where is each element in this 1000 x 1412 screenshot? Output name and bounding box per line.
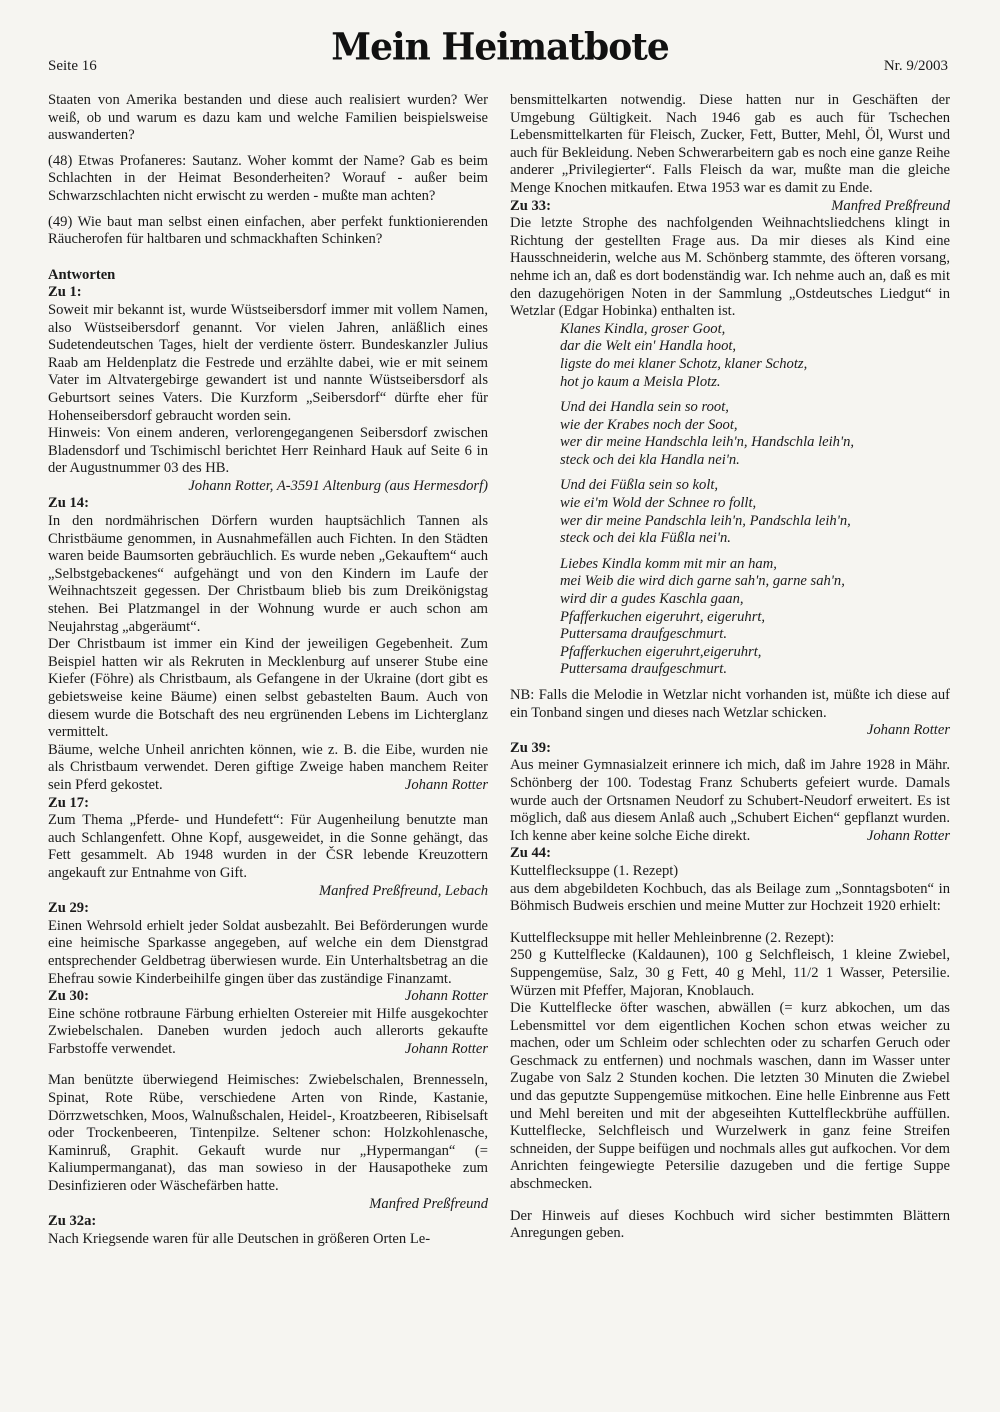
answer-30-text-body: Eine schöne rotbraune Färbung erhielten Ostereier mit Hilfe ausgekochter Zwiebelschalen. Daneben wurden jedoch auch allerorts gekaufte Farbstoffe verwendet. (48, 1005, 488, 1057)
answer-17-text: Zum Thema „Pferde- und Hundefett“: Für Augenheilung benutzte man auch Schlangenfett. Ohne Kopf, ausgeweidet, in die Sonne gehängt, das Fett gesammelt. Ab 1948 wurden in der ČSR lebende Kreuzottern angekauft zur Entnahme von Gift. (48, 812, 488, 881)
answer-32a-text: Nach Kriegsende waren für alle Deutschen in größeren Orten Le- (48, 1230, 431, 1247)
answer-30-signature: Johann Rotter (404, 1040, 488, 1057)
answer-30-signature-2: Manfred Preßfreund (369, 1195, 488, 1212)
poem-line: mei Weib die wird dich garne sah'n, garne sah'n, (560, 573, 845, 590)
poem-line: Puttersama draufgeschmurt. (560, 626, 728, 643)
poem-line: wer dir meine Handschla leih'n, Handschla leih'n, (560, 434, 855, 451)
poem-line: Und dei Handla sein so root, (560, 399, 729, 416)
poem-line: steck och dei kla Handla nei'n. (560, 451, 740, 468)
answer-1-text: Soweit mir bekannt ist, wurde Wüstseibersdorf immer mit vollem Namen, also Wüstseibersdorf genannt. Vor vielen Jahren, anläßlich eines Sudetendeutschen Tages, hielt der verdiente österr. Bundeskanzler Julius Raab am Heldenplatz die Festrede und erzählte dabei, wie er mit seinem Vater im Altvatergebirge gewandert ist und nannte Wüstseibersdorf als Geburtsort seines Vaters. Die Kurzform „Seibersdorf“ dürfte eher für Hohenseibersdorf gebraucht worden sein. (48, 301, 488, 424)
poem-line: ligste do mei klaner Schotz, klaner Schotz, (560, 355, 808, 372)
poem-line: wer dir meine Pandschla leih'n, Pandschla leih'n, (560, 512, 851, 529)
answer-29-heading: Zu 29: (48, 900, 89, 917)
left-column (48, 92, 488, 1248)
answer-17-heading: Zu 17: (48, 794, 89, 811)
answer-14-text-3 (48, 742, 488, 795)
answer-33-note: NB: Falls die Melodie in Wetzlar nicht vorhanden ist, müßte ich diese auf ein Tonband singen und dieses nach Wetzlar schicken. (510, 687, 950, 721)
answer-33-heading: Zu 33: (510, 197, 551, 214)
poem-stanza-4 (560, 556, 950, 679)
answer-14-text: In den nordmährischen Dörfern wurden hauptsächlich Tannen als Christbäume genommen, in Ausnahmefällen auch Fichten. In den Städten waren beide Baumsorten gebräuchlich. Es wurde neben „Gekauftem“ auch „Selbstgebackenes“ aufgehängt und von den Kindern im Laufe der Weihnachtszeit gegessen. Der Christbaum blieb bis zum Dreikönigstag stehen. Bei Platzmangel in der Wohnung wurde er auch schon am Neujahrstag „abgeräumt“. (48, 513, 488, 635)
answer-14-text-2: Der Christbaum ist immer ein Kind der jeweiligen Gegebenheit. Zum Beispiel hatten wir als Rekruten in Mecklenburg auf unserer Stube eine Kiefer (Föhre) als Christbaum, als Gefangene in der Ukraine (dort gibt es gebietsweise keine Bäume) einen selbst gebastelten Baum. Auch von diesem wurde die Botschaft des neu ergrünenden Lebens im Lichterglanz vermittelt. (48, 636, 488, 741)
poem-line: wie ei'm Wold der Schnee ro follt, (560, 495, 757, 512)
answer-39-text (510, 757, 950, 845)
question-49: (49) Wie baut man selbst einen einfachen, aber perfekt funktionierenden Räucherofen für haltbaren und schmackhaften Schinken? (48, 213, 488, 248)
christmas-song-poem (560, 321, 950, 679)
poem-stanza-3 (560, 477, 950, 547)
question-48: (48) Etwas Profaneres: Sautanz. Woher kommt der Name? Gab es beim Schlachten in der Heimat Besonderheiten? Worauf - außer beim Schwarzschlachten nicht erwischt zu werden - mußte man achten? (48, 152, 488, 204)
poem-stanza-2 (560, 399, 950, 469)
answer-32a-signature: Manfred Preßfreund (831, 197, 950, 214)
answer-44-instructions: Die Kuttelflecke öfter waschen, abwällen (= kurz abkochen, um das Lebensmittel vor dem eigentlichen Kochen schon etwas weicher zu machen, oder um Schleim oder schlechten oder zu scharfen Geruch oder Geschmack zu entfernen) und nochmals waschen, dann im Wasser unter Zugabe von Salz 2 Stunden kochen. Die letzten 30 Minuten die Zwiebel und das geputzte Suppengemüse mitkochen. Eine helle Einbrenne aus Fett und Mehl bereiten und mit der abgeseihten Kuttelfleckbrühe auffüllen. Kuttelflecke, Selchfleisch und Wurzelwerk in ganz feine Streifen schneiden, der Suppe beifügen und nochmals alles gut aufkochen. Vor dem Anrichten feingewiegte Petersilie dazugeben und die fertige Suppe abschmecken. (510, 1000, 950, 1193)
poem-line: Puttersama draufgeschmurt. (560, 661, 728, 678)
page-number: Seite 16 (48, 58, 97, 74)
answer-1-note: Hinweis: Von einem anderen, verlorengegangenen Seibersdorf zwischen Bladensdorf und Tschimischl berichtet Herr Reinhard Hauk auf Seite 6 in der Augustnummer 03 des HB. (48, 425, 488, 477)
poem-line: Klanes Kindla, groser Goot, (560, 320, 726, 337)
answer-44-text: aus dem abgebildeten Kochbuch, das als Beilage zum „Sonntagsboten“ in Böhmisch Budweis erschien und meine Mutter zur Hochzeit 1920 erhielt: (510, 880, 950, 915)
poem-line: wie der Krabes noch der Soot, (560, 416, 738, 433)
page-header (0, 0, 1000, 90)
answer-39-signature: Johann Rotter (866, 827, 950, 844)
answer-17-signature: Manfred Preßfreund, Lebach (318, 882, 488, 899)
answer-39-text-body: Aus meiner Gymnasialzeit erinnere ich mich, daß im Jahre 1928 in Mähr. Schönberg der 100. Todestag Franz Schuberts gefeiert wurde. Damals wurde auch der Ortsnamen Neudorf zu Schubert-Neudorf erweitert. Es ist möglich, daß aus diesem Anlaß auch „Schubert Eichen“ gepflanzt wurden. Ich kenne aber keine solche Eiche direkt. (510, 757, 950, 844)
masthead-title: Mein Heimatbote (331, 24, 669, 70)
answer-29-text-body: Einen Wehrsold erhielt jeder Soldat ausbezahlt. Bei Beförderungen wurde eine heimische Sparkasse angegeben, auf welche ein dem Dienstgrad entsprechender Geldbetrag überwiesen wurde. Ein Unterhaltsbetrag an die Ehefrau sowie Kinderbeihilfe gingen über das zuständige Finanzamt. (48, 917, 488, 987)
answer-14-text-3-body: Bäume, welche Unheil anrichten können, wie z. B. die Eibe, wurden nie als Christbaum verwendet. Deren giftige Zweige haben manchem Reiter sein Pferd gekostet. (48, 741, 488, 793)
answer-44-closing: Der Hinweis auf dieses Kochbuch wird sicher bestimmten Blättern Anregungen geben. (510, 1207, 950, 1242)
right-column (510, 92, 950, 1243)
answer-14-signature: Johann Rotter (404, 776, 488, 793)
answer-30-heading: Zu 30: (48, 988, 89, 1005)
answers-heading: Antworten (48, 266, 116, 283)
poem-line: steck och dei kla Füßla nei'n. (560, 530, 731, 547)
poem-line: hot jo kaum a Meisla Plotz. (560, 373, 721, 390)
answer-1-signature: Johann Rotter, A-3591 Altenburg (aus Hermesdorf) (188, 477, 488, 494)
poem-line: Pfafferkuchen eigeruhrt, eigeruhrt, (560, 608, 766, 625)
answer-32a-heading: Zu 32a: (48, 1213, 97, 1230)
intro-paragraph: Staaten von Amerika bestanden und diese auch realisiert wurden? Wer weiß, ob und warum es dazu kam und welche Familien beispielsweise auswanderten? (48, 92, 488, 144)
poem-line: wird dir a gudes Kaschla gaan, (560, 591, 744, 608)
issue-number: Nr. 9/2003 (883, 58, 948, 74)
answer-44-recipe-2-title: Kuttelflecksuppe mit heller Mehleinbrenne (2. Rezept): (510, 929, 835, 946)
poem-line: Und dei Füßla sein so kolt, (560, 477, 719, 494)
answer-44-recipe-1-title: Kuttelflecksuppe (1. Rezept) (510, 862, 679, 879)
answer-30-text-2: Man benützte überwiegend Heimisches: Zwiebelschalen, Brennesseln, Spinat, Rote Rübe, verschiedene Arten von Rinde, Kastanie, Dörrzwetschken, Moos, Walnußschalen, Heidel-, Kroatzbeeren, Ribiselsaft oder Trockenbeeren, Tintenpilze. Seltener schon: Holzkohlenasche, Kaminruß, Graphit. Gekauft wurde nur „Hypermangan“ (= Kaliumpermanganat), das man sowieso in der Hausapotheke zum Desinfizieren oder Wäschefärben hatte. (48, 1072, 488, 1195)
answer-29-signature: Johann Rotter (404, 988, 488, 1005)
poem-line: Pfafferkuchen eigeruhrt,eigeruhrt, (560, 643, 762, 660)
answer-14-heading: Zu 14: (48, 495, 89, 512)
poem-line: dar die Welt ein' Handla hoot, (560, 338, 737, 355)
answer-39-heading: Zu 39: (510, 739, 551, 756)
answer-44-heading: Zu 44: (510, 845, 551, 862)
poem-stanza-1 (560, 321, 950, 391)
answer-33-signature: Johann Rotter (866, 722, 950, 739)
answer-44-ingredients: 250 g Kuttelflecke (Kaldaunen), 100 g Selchfleisch, 1 kleine Zwiebel, Suppengemüse, Salz, 30 g Fett, 40 g Mehl, 11/2 1 Wasser, Petersilie. Würzen mit Pfeffer, Majoran, Knoblauch. (510, 947, 950, 999)
answer-32a-continued-body: bensmittelkarten notwendig. Diese hatten nur in Geschäften der Umgebung Gültigkeit. Nach 1946 gab es auch für Tschechen Lebensmittelkarten für Fleisch, Zucker, Fett, Butter, Mehl, Öl, Wurst und auch für Bekleidung. Neben Schwerarbeitern gab es noch eine ganze Reihe anderer „Privilegierter“. Falls Fleisch da war, mußte man die gleiche Menge Knochen mitkaufen. Etwa 1953 war es damit zu Ende. (510, 92, 950, 196)
answer-1-heading: Zu 1: (48, 284, 82, 301)
answer-30-text (48, 1006, 488, 1059)
poem-line: Liebes Kindla komm mit mir an ham, (560, 555, 777, 572)
answer-33-text: Die letzte Strophe des nachfolgenden Weihnachtsliedchens klingt in Richtung der gestellten Frage aus. Da mir dieses als Kind eine Hausschneiderin, welche aus M. Schönberg stammte, des öfteren vorsang, nehme ich an, daß es dort bodenständig war. Ich nehme auch an, daß es mit den dazugehörigen Noten in der Sammlung „Ostdeutsches Liedgut“ in Wetzlar (Edgar Hobinka) enthalten ist. (510, 215, 950, 320)
